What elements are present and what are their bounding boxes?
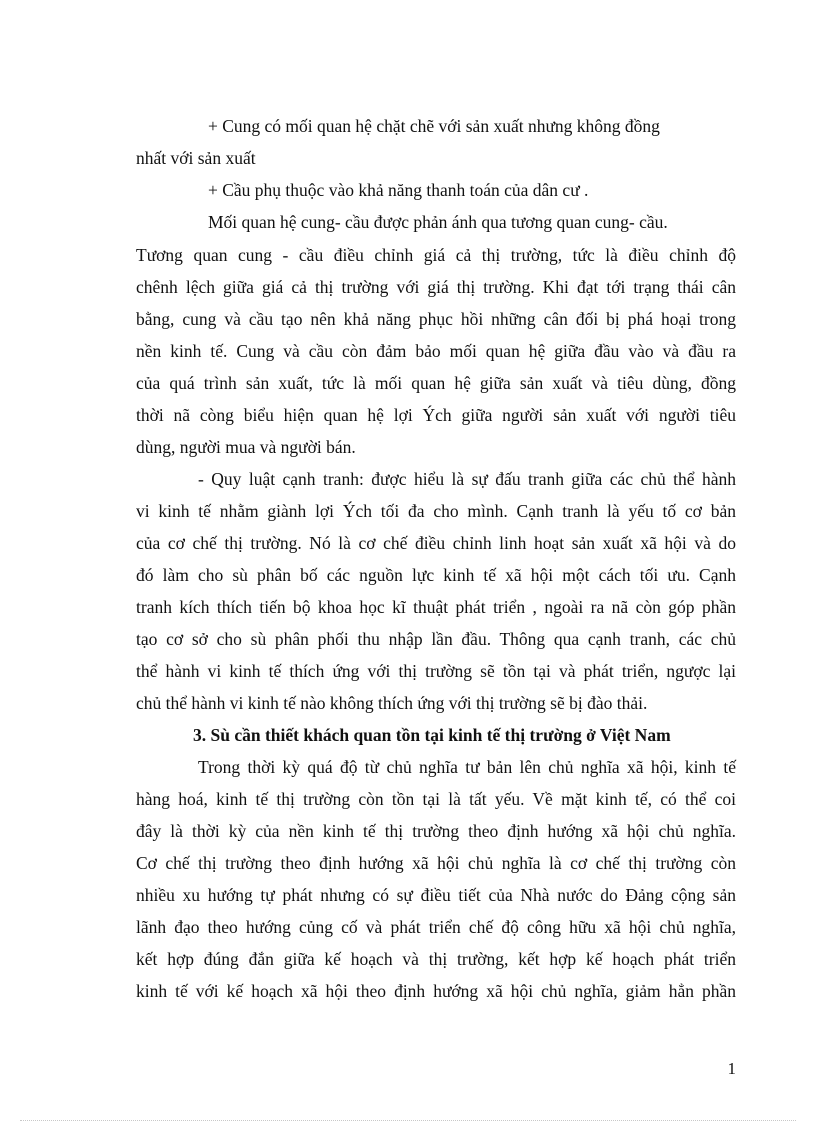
- text-line: vi kinh tế nhằm giành lợi Ých tối đa cho mình. Cạnh tranh là yếu tố cơ bản: [136, 501, 736, 521]
- text-line: đây là thời kỳ của nền kinh tế thị trường theo định hướng xã hội chủ nghĩa.: [136, 821, 736, 841]
- text-line: tranh kích thích tiến bộ khoa học kĩ thuật phát triển , ngoài ra nã còn góp phần: [136, 597, 736, 617]
- text-line: Tương quan cung - cầu điều chỉnh giá cả thị trường, tức là điều chỉnh độ: [136, 245, 736, 265]
- section-heading: 3. Sù cần thiết khách quan tồn tại kinh tế thị trường ở Việt Nam: [193, 725, 671, 745]
- text-line: chênh lệch giữa giá cả thị trường với giá thị trường. Khi đạt tới trạng thái cân: [136, 277, 736, 297]
- text-line: - Quy luật cạnh tranh: được hiểu là sự đấu tranh giữa các chủ thể hành: [198, 469, 736, 489]
- text-line: bằng, cung và cầu tạo nên khả năng phục hồi những cân đối bị phá hoại trong: [136, 309, 736, 329]
- text-line: nền kinh tế. Cung và cầu còn đảm bảo mối quan hệ giữa đầu vào và đầu ra: [136, 341, 736, 361]
- text-line: thời nã còng biểu hiện quan hệ lợi Ých giữa người sản xuất với người tiêu: [136, 405, 736, 425]
- text-line: + Cầu phụ thuộc vào khả năng thanh toán của dân cư .: [208, 180, 589, 200]
- text-line: kinh tế với kế hoạch xã hội theo định hướng xã hội chủ nghĩa, giảm hẳn phần: [136, 981, 736, 1001]
- text-line: Mối quan hệ cung- cầu được phản ánh qua tương quan cung- cầu.: [208, 212, 668, 232]
- text-line: Cơ chế thị trường theo định hướng xã hội chủ nghĩa là cơ chế thị trường còn: [136, 853, 736, 873]
- text-line: nhiều xu hướng tự phát nhưng có sự điều tiết của Nhà nước do Đảng cộng sản: [136, 885, 736, 905]
- text-line: lãnh đạo theo hướng củng cố và phát triển chế độ công hữu xã hội chủ nghĩa,: [136, 917, 736, 937]
- text-line: dùng, người mua và người bán.: [136, 437, 356, 457]
- text-line: hàng hoá, kinh tế thị trường còn tồn tại là tất yếu. Về mặt kinh tế, có thể coi: [136, 789, 736, 809]
- text-line: kết hợp đúng đắn giữa kế hoạch và thị trường, kết hợp kế hoạch phát triển: [136, 949, 736, 969]
- text-line: chủ thể hành vi kinh tế nào không thích ứng với thị trường sẽ bị đào thải.: [136, 693, 648, 713]
- text-line: của cơ chế thị trường. Nó là cơ chế điều chỉnh linh hoạt sản xuất xã hội và do: [136, 533, 736, 553]
- text-line: + Cung có mối quan hệ chặt chẽ với sản xuất nhưng không đồng: [208, 116, 660, 136]
- text-line: đó làm cho sù phân bố các nguồn lực kinh tế xã hội một cách tối ưu. Cạnh: [136, 565, 736, 585]
- page-number: 1: [727, 1059, 736, 1078]
- text-line: thể hành vi kinh tế thích ứng với thị trường sẽ tồn tại và phát triển, ngược lại: [136, 661, 736, 681]
- text-line: tạo cơ sở cho sù phân phối thu nhập lần đầu. Thông qua cạnh tranh, các chủ: [136, 629, 736, 649]
- text-line: Trong thời kỳ quá độ từ chủ nghĩa tư bản lên chủ nghĩa xã hội, kinh tế: [198, 757, 736, 777]
- page-bottom-divider: [20, 1120, 796, 1121]
- text-line: nhất với sản xuất: [136, 148, 256, 168]
- text-line: của quá trình sản xuất, tức là mối quan hệ giữa sản xuất và tiêu dùng, đồng: [136, 373, 736, 393]
